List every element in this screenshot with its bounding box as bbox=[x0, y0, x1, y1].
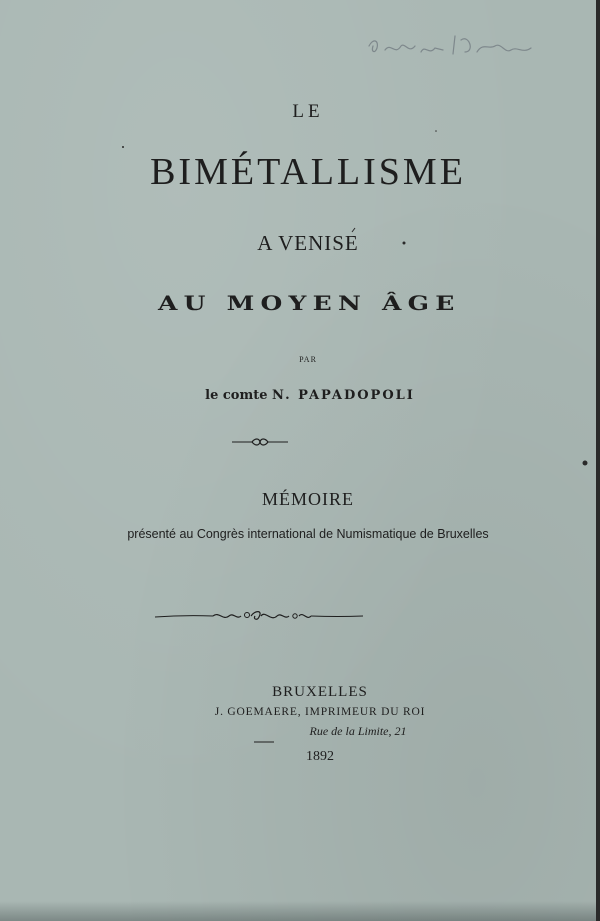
main-title: BIMÉTALLISME bbox=[150, 151, 466, 193]
publication-year: 1892 bbox=[306, 749, 334, 764]
article-heading: LE bbox=[292, 101, 324, 122]
imprint-city: BRUXELLES bbox=[272, 684, 368, 700]
address-line: Rue de la Limite, 21 bbox=[309, 724, 407, 738]
genre-heading: MÉMOIRE bbox=[262, 489, 354, 509]
author-prefix: le comte bbox=[205, 388, 268, 403]
printer-line: J. GOEMAERE, IMPRIMEUR DU ROI bbox=[214, 706, 426, 718]
scan-edge bbox=[596, 0, 600, 921]
presentation-line: présenté au Congrès international de Numismatique de Bruxelles bbox=[127, 527, 489, 541]
author-name: N. PAPADOPOLI bbox=[272, 388, 415, 403]
subtitle-period: AU MOYEN ÂGE bbox=[157, 291, 461, 315]
subtitle-city: A VENISE bbox=[257, 231, 359, 255]
by-label: PAR bbox=[299, 355, 317, 364]
page-bottom-shadow bbox=[0, 901, 596, 921]
